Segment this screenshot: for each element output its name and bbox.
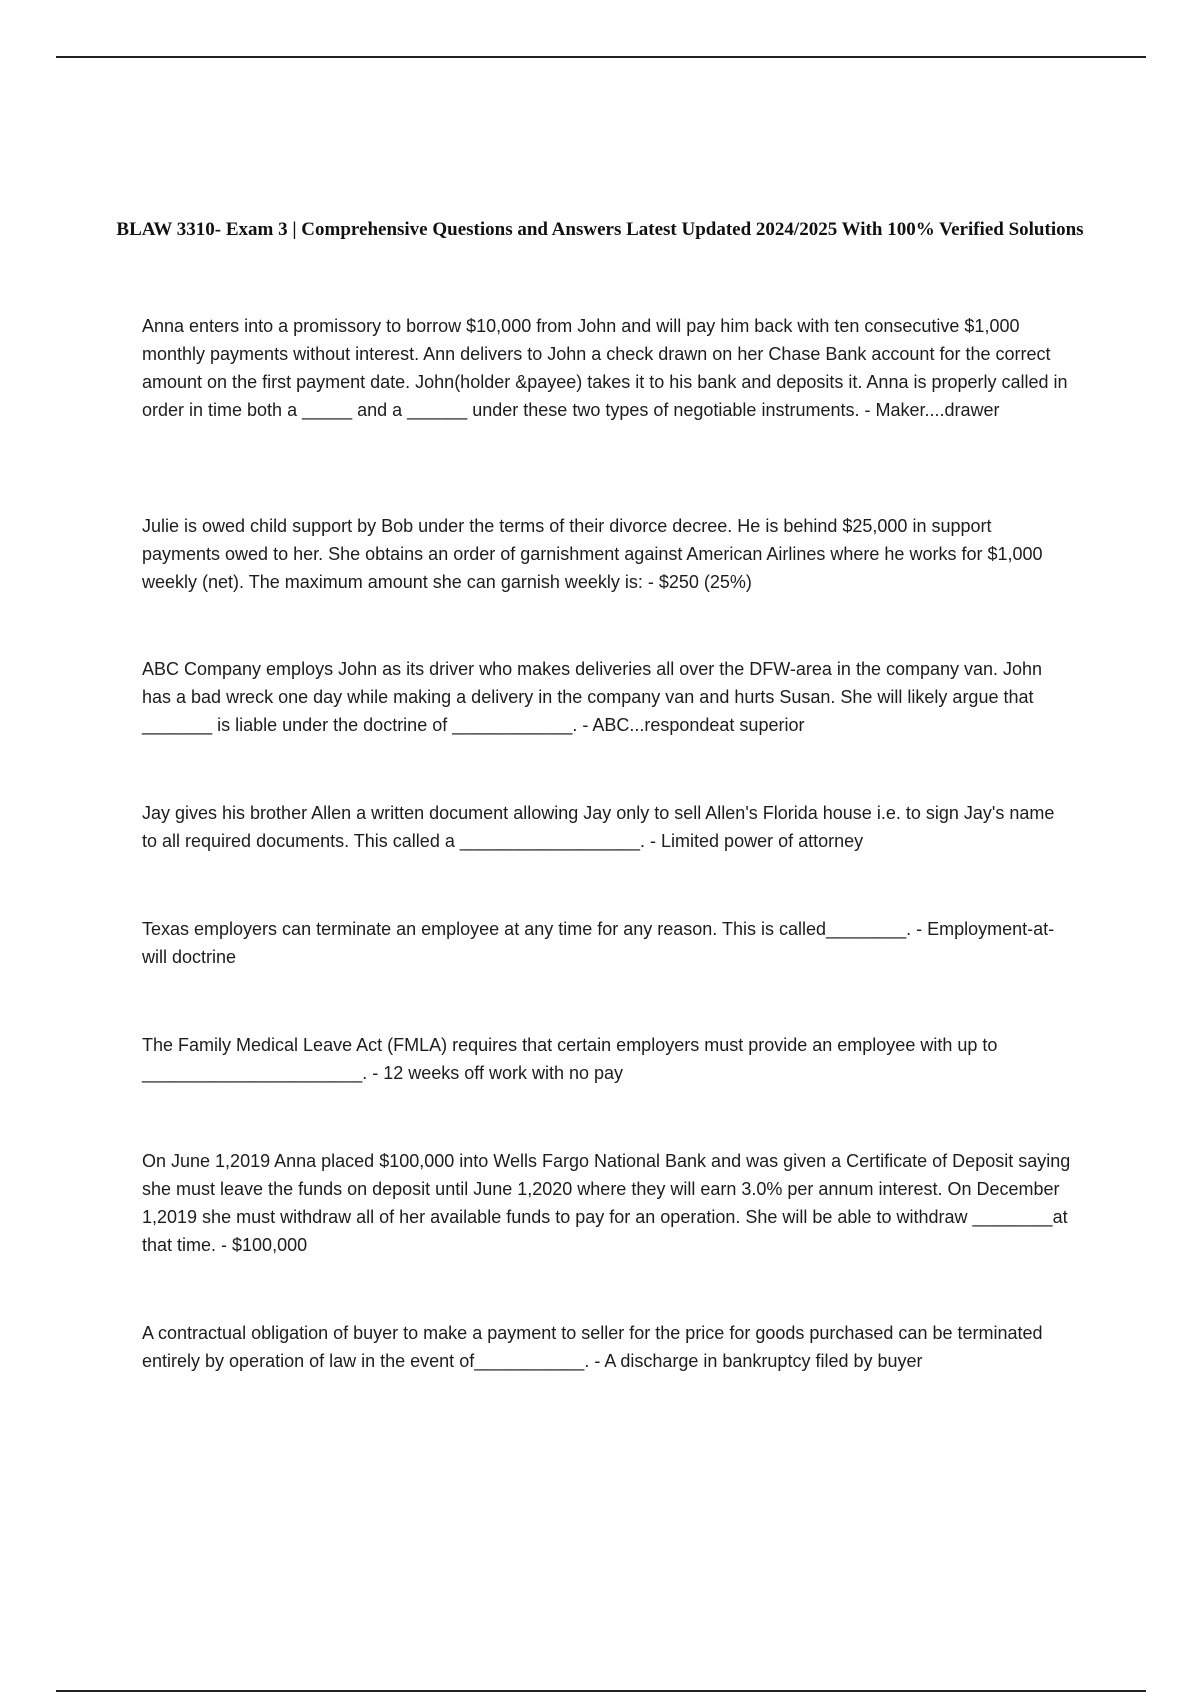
qa-item-2: Julie is owed child support by Bob under the terms of their divorce decree. He is behind $25,000 in support payments owed to her. She obtains an order of garnishment against American Airlines where he works for $1,000 weekly (net). The maximum amount she can garnish weekly is: - $250 (25%) xyxy=(142,516,1043,592)
qa-item-1: Anna enters into a promissory to borrow $10,000 from John and will pay him back with ten consecutive $1,000 monthly payments without interest. Ann delivers to John a check drawn on her Chase Bank account for the correct amount on the first payment date. John(holder &payee) takes it to his bank and deposits it. Anna is properly called in order in time both a _____ and a ______ under these two types of negotiable instruments. - Maker....drawer xyxy=(142,316,1068,420)
top-rule xyxy=(56,56,1146,58)
bottom-rule xyxy=(56,1690,1146,1692)
qa-item-6: The Family Medical Leave Act (FMLA) requires that certain employers must provide an employee with up to ______________________. - 12 weeks off work with no pay xyxy=(142,1035,998,1083)
qa-item-5: Texas employers can terminate an employee at any time for any reason. This is called________. - Employment-at-will doctrine xyxy=(142,919,1055,967)
qa-item-3: ABC Company employs John as its driver who makes deliveries all over the DFW-area in the company van. John has a bad wreck one day while making a delivery in the company van and hurts Susan. She will likely argue that _______ is liable under the doctrine of ____________. - ABC...respondeat superior xyxy=(142,659,1043,735)
document-title: BLAW 3310- Exam 3 | Comprehensive Questions and Answers Latest Updated 2024/2025 With 100% Verified Solutions xyxy=(116,219,1084,240)
qa-item-7: On June 1,2019 Anna placed $100,000 into Wells Fargo National Bank and was given a Certificate of Deposit saying she must leave the funds on deposit until June 1,2020 where they will earn 3.0% per annum interest. On December 1,2019 she must withdraw all of her available funds to pay for an operation. She will be able to withdraw ________at that time. - $100,000 xyxy=(142,1151,1071,1255)
qa-item-8: A contractual obligation of buyer to make a payment to seller for the price for goods purchased can be terminated entirely by operation of law in the event of___________. - A discharge in bankruptcy filed by buyer xyxy=(142,1323,1043,1371)
qa-item-4: Jay gives his brother Allen a written document allowing Jay only to sell Allen's Florida house i.e. to sign Jay's name to all required documents. This called a __________________. - Limited power of attorney xyxy=(142,803,1055,851)
